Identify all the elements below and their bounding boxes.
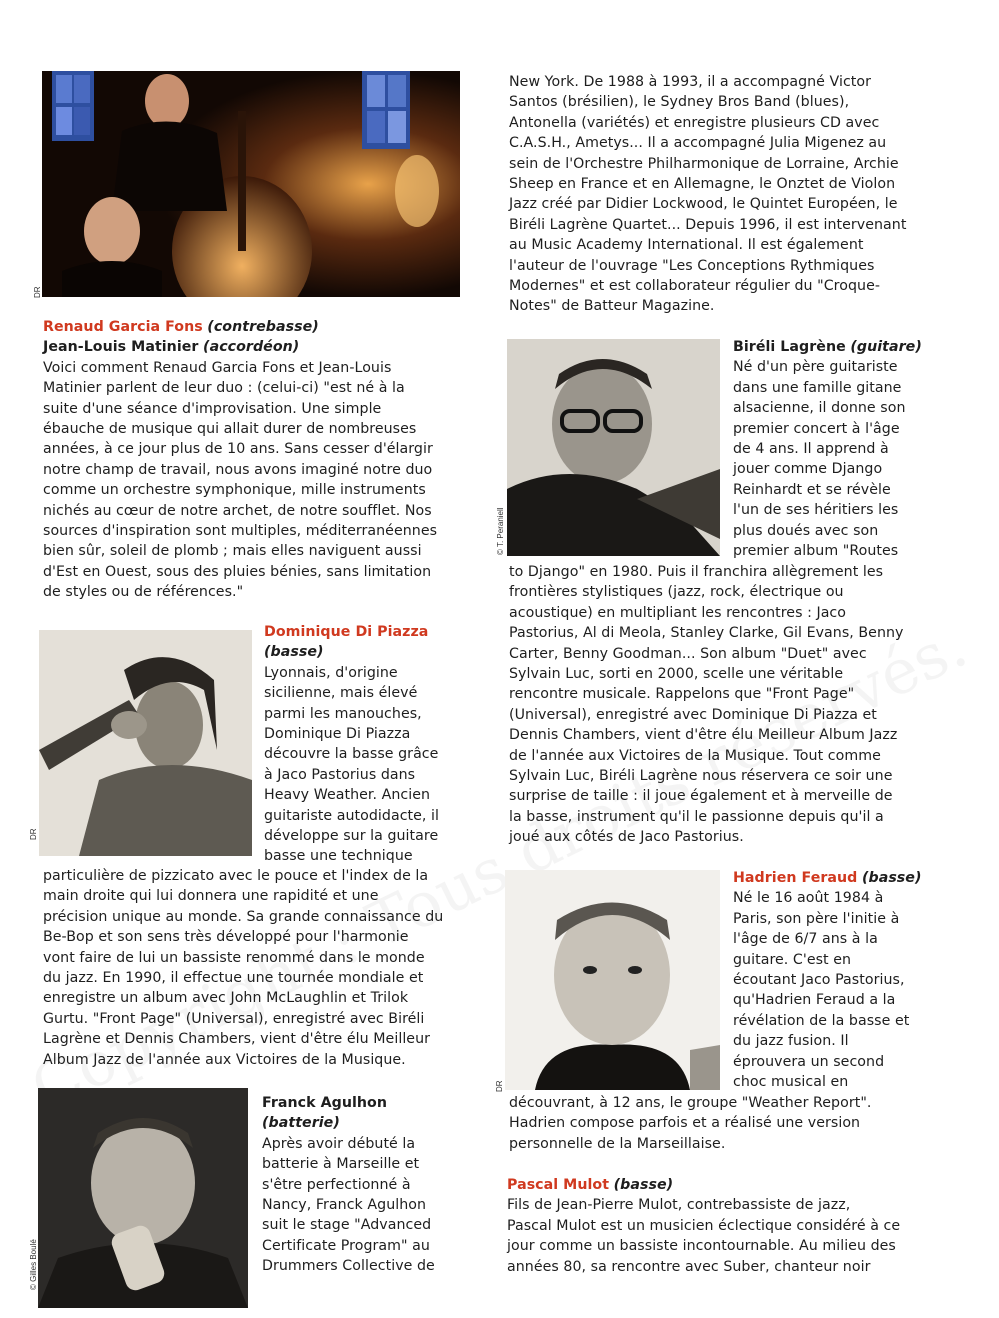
artist-name: Renaud Garcia Fons: [43, 319, 203, 335]
text-line: Carter, Benny Goodman... Son album "Duet" avec: [509, 645, 867, 662]
photo-credit: © T. Peraniell: [496, 507, 505, 555]
text-line: guitare. C'est en: [733, 951, 852, 968]
photo-hadrien-feraud: [505, 870, 720, 1090]
photo-garcia-fons-matinier: [42, 71, 460, 297]
text-line: C.A.S.H., Ametys... Il a accompagné Julia Migenez au: [509, 135, 887, 152]
text-line: révélation de la basse et: [733, 1012, 910, 1029]
text-line: choc musical en: [733, 1074, 849, 1091]
article-franck-agulhon: [262, 1093, 462, 1277]
text-line: précision unique au monde. Sa grande connaissance du: [43, 908, 444, 925]
text-line: de 4 ans. Il apprend à: [733, 441, 889, 458]
text-line: Pastorius, Al di Meola, Stanley Clarke, Gil Evans, Benny: [509, 625, 904, 642]
article-dominique-di-piazza-continued: [43, 866, 463, 1070]
text-line: Dennis Chambers, vient d'être élu Meilleur Album Jazz: [509, 727, 898, 744]
text-line: Gurtu. "Front Page" (Universal), enregistré avec Biréli: [43, 1010, 425, 1027]
artist-name: Biréli Lagrène: [733, 339, 846, 355]
text-line: enregistre un album avec John McLaughlin et Trilok: [43, 990, 409, 1007]
text-line: basse une technique: [264, 848, 413, 865]
text-line: dans une famille gitane: [733, 379, 902, 396]
article-hadrien-feraud: [733, 868, 933, 1092]
text-line: du jazz fusion. Il: [733, 1033, 849, 1050]
text-line: Nancy, Franck Agulhon: [262, 1197, 427, 1214]
text-line: main droite qui lui donnera une rapidité et une: [43, 888, 379, 905]
text-line: la basse, instrument qu'il le passionne depuis qu'il a: [509, 808, 884, 825]
text-line: l'âge de 6/7 ans à la: [733, 931, 878, 948]
text-line: Antonella (variétés) et enregistre plusieurs CD avec: [509, 114, 880, 131]
article-hadrien-feraud-continued: [509, 1093, 929, 1154]
photo-credit: DR: [495, 1080, 504, 1092]
text-line: guitariste autodidacte, il: [264, 807, 440, 824]
text-line: Né le 16 août 1984 à: [733, 890, 884, 907]
article-franck-agulhon-continued: [509, 72, 929, 317]
text-line: Né d'un père guitariste: [733, 359, 898, 376]
text-line: Sylvain Luc, sorti en 2000, scelle une véritable: [509, 666, 844, 683]
feraud-photo-illustration: [505, 870, 720, 1090]
text-line: l'un de ses héritiers les: [733, 502, 899, 519]
piazza-photo-illustration: [39, 630, 252, 856]
text-line: acoustique) en multipliant les rencontres : Jaco: [509, 604, 847, 621]
text-line: Pascal Mulot est un musicien éclectique considéré à ce: [507, 1217, 901, 1234]
photo-dominique-di-piazza: [39, 630, 252, 856]
article-dominique-di-piazza: [264, 622, 459, 867]
text-line: années 80, sa rencontre avec Suber, chanteur noir: [507, 1258, 871, 1275]
photo-bireli-lagrene: [507, 339, 720, 556]
text-line: Dominique Di Piazza: [264, 726, 411, 743]
text-line: joué aux côtés de Jaco Pastorius.: [509, 829, 744, 846]
artist-name: Franck Agulhon: [262, 1095, 387, 1111]
text-line: notre champ de travail, nous avons imaginé notre duo: [43, 461, 433, 478]
text-line: comme un orchestre symphonique, mille instruments: [43, 482, 426, 499]
text-line: de styles ou de références.": [43, 584, 244, 601]
text-line: Biréli Lagrène Quartet... Depuis 1996, il est intervenant: [509, 216, 907, 233]
artist-name: Dominique Di Piazza: [264, 624, 429, 640]
text-line: Lyonnais, d'origine: [264, 664, 398, 681]
lagrene-photo-illustration: [507, 339, 720, 556]
photo-credit: DR: [29, 828, 38, 840]
text-line: premier album "Routes: [733, 543, 899, 560]
text-line: frontières stylistiques (jazz, rock, électrique ou: [509, 584, 844, 601]
artist-role: (guitare): [850, 339, 922, 355]
text-line: Reinhardt et se révèle: [733, 481, 891, 498]
text-line: nichés au cœur de notre archet, de notre soufflet. Nos: [43, 502, 432, 519]
artist-name: Pascal Mulot: [507, 1177, 610, 1193]
text-line: parmi les manouches,: [264, 705, 422, 722]
text-line: Fils de Jean-Pierre Mulot, contrebassiste de jazz,: [507, 1197, 851, 1214]
article-bireli-lagrene-continued: [509, 562, 929, 848]
text-line: to Django" en 1980. Puis il franchira allègrement les: [509, 564, 884, 580]
text-line: découvre la basse grâce: [264, 746, 439, 763]
text-line: surprise de taille : il joue également et à merveille de: [509, 788, 893, 805]
text-line: années, à ce jour plus de 10 ans. Sans cesser d'élargir: [43, 441, 433, 458]
text-line: sein de l'Orchestre Philharmonique de Lorraine, Archie: [509, 155, 899, 172]
text-line: Après avoir débuté la: [262, 1135, 416, 1152]
text-line: découvrant, à 12 ans, le groupe "Weather Report".: [509, 1095, 872, 1111]
artist-role: (batterie): [262, 1115, 340, 1132]
text-line: Paris, son père l'initie à: [733, 910, 900, 927]
article-bireli-lagrene: [733, 337, 933, 561]
artist-name: Hadrien Feraud: [733, 870, 858, 886]
text-line: batterie à Marseille et: [262, 1156, 420, 1173]
text-line: Heavy Weather. Ancien: [264, 787, 431, 804]
text-line: Hadrien compose parfois et a réalisé une version: [509, 1115, 861, 1132]
text-line: d'Est en Ouest, sous des pluies bénies, sans limitation: [43, 563, 432, 580]
artist-role: (accordéon): [203, 339, 300, 356]
agulhon-photo-illustration: [38, 1088, 248, 1308]
text-line: Lagrène et Dennis Chambers, vient d'être élu Meilleur: [43, 1031, 431, 1048]
text-line: New York. De 1988 à 1993, il a accompagné Victor: [509, 74, 872, 90]
photo-franck-agulhon: [38, 1088, 248, 1308]
text-line: développe sur la guitare: [264, 828, 439, 845]
text-line: Sylvain Luc, Biréli Lagrène nous réservera ce soir une: [509, 768, 893, 785]
text-line: particulière de pizzicato avec le pouce et l'index de la: [43, 868, 429, 884]
text-line: l'auteur de l'ouvrage "Les Conceptions Rythmiques: [509, 257, 875, 274]
text-line: personnelle de la Marseillaise.: [509, 1135, 726, 1152]
text-line: éprouvera un second: [733, 1053, 885, 1070]
text-line: s'être perfectionné à: [262, 1176, 411, 1193]
text-line: de l'année aux Victoires de la Musique. Tout comme: [509, 747, 881, 764]
text-line: premier concert à l'âge: [733, 420, 900, 437]
photo-credit: © Gilles Boulé: [29, 1239, 38, 1290]
text-line: suite d'une séance d'improvisation. Une simple: [43, 400, 382, 417]
text-line: sicilienne, mais élevé: [264, 685, 418, 702]
text-line: plus doués avec son: [733, 522, 879, 539]
text-line: Certificate Program" au: [262, 1237, 430, 1254]
text-line: Sheep en France et en Allemagne, le Onztet de Violon: [509, 176, 896, 193]
text-line: suit le stage "Advanced: [262, 1217, 432, 1234]
text-line: Be-Bop et son sens très développé pour l'harmonie: [43, 929, 409, 946]
text-line: écoutant Jaco Pastorius,: [733, 972, 905, 989]
text-line: vont faire de lui un bassiste renommé dans le monde: [43, 949, 425, 966]
text-line: Drummers Collective de: [262, 1258, 435, 1275]
article-pascal-mulot: [507, 1175, 927, 1277]
text-line: Modernes" et est collaborateur régulier du "Croque-: [509, 278, 881, 295]
text-line: jour comme un bassiste incontournable. Au milieu des: [507, 1238, 896, 1255]
text-line: bien sûr, soleil de plomb ; mais elles naviguent aussi: [43, 543, 422, 560]
text-line: Voici comment Renaud Garcia Fons et Jean-Louis: [43, 359, 392, 376]
text-line: (Universal), enregistré avec Dominique Di Piazza et: [509, 706, 877, 723]
artist-role: (contrebasse): [207, 319, 319, 335]
photo-credit: DR: [33, 286, 42, 298]
text-line: sources d'inspiration sont multiples, méditerranéennes: [43, 523, 438, 540]
artist-name: Jean-Louis Matinier: [43, 339, 199, 356]
text-line: Santos (brésilien), le Sydney Bros Band (blues),: [509, 94, 850, 111]
text-line: du jazz. En 1990, il effectue une tournée mondiale et: [43, 970, 424, 987]
text-line: rencontre musicale. Rappelons que "Front Page": [509, 686, 855, 703]
text-line: Matinier parlent de leur duo : (celui-ci) "est né à la: [43, 380, 405, 397]
text-line: Album Jazz de l'année aux Victoires de la Musique.: [43, 1051, 406, 1068]
text-line: à Jaco Pastorius dans: [264, 766, 416, 783]
text-line: Jazz créé par Didier Lockwood, le Quintet Européen, le: [509, 196, 898, 213]
text-line: au Music Academy International. Il est également: [509, 237, 864, 254]
artist-role: (basse): [264, 644, 324, 661]
article-garcia-fons-matinier: [43, 317, 463, 603]
artist-role: (basse): [861, 870, 922, 886]
text-line: ébauche de musique qui allait durer de nombreuses: [43, 421, 417, 438]
text-line: qu'Hadrien Feraud a la: [733, 992, 896, 1009]
artist-role: (basse): [613, 1177, 674, 1193]
text-line: alsacienne, il donne son: [733, 400, 906, 417]
text-line: jouer comme Django: [733, 461, 883, 478]
duo-photo-illustration: [42, 71, 460, 297]
text-line: Notes" de Batteur Magazine.: [509, 298, 715, 315]
